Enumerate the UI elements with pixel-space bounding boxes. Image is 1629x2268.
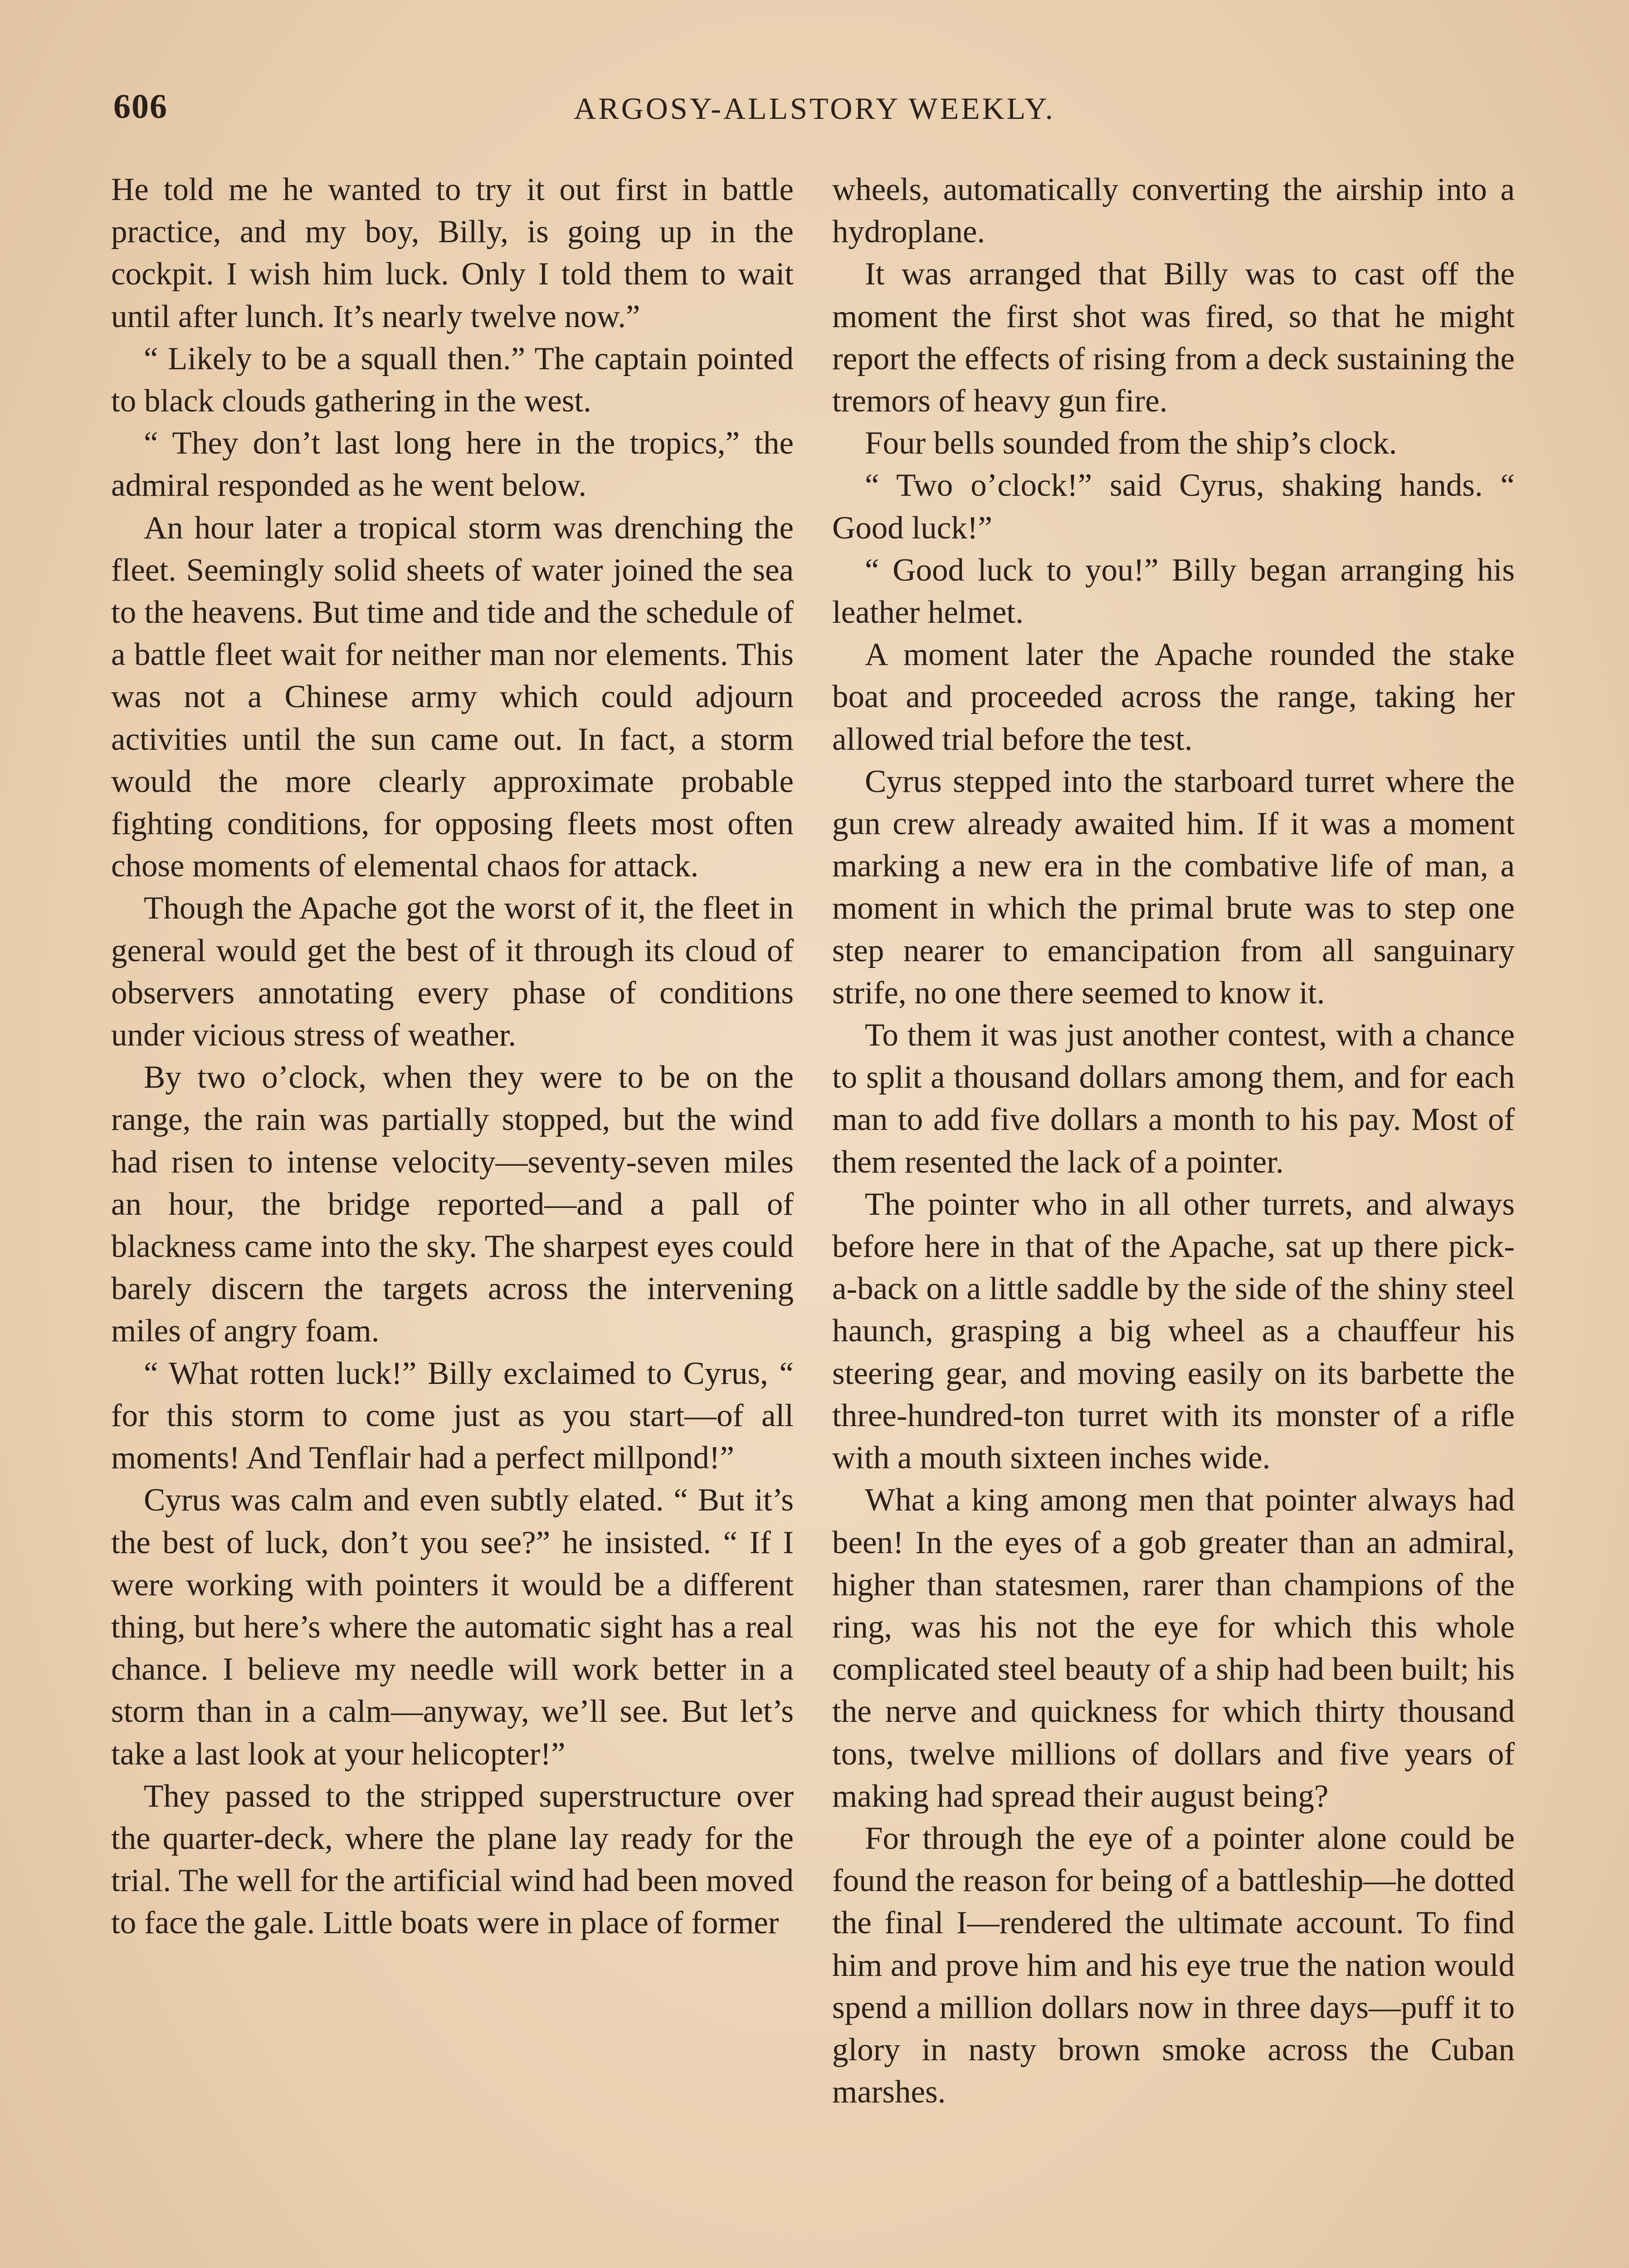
paragraph: An hour later a tropical storm was drenching the fleet. Seemingly solid sheets of water joined the sea to the heavens. But time and tide and the schedule of a battle fleet wait for neither man nor elements. This was not a Chinese army which could adjourn activities until the sun came out. In fact, a storm would the more clearly approximate probable fighting conditions, for opposing fleets most often chose moments of elemental chaos for attack.: [111, 510, 794, 884]
paragraph: The pointer who in all other turrets, and always before here in that of the Apache, sat up there pick-a-back on a little saddle by the side of the shiny steel haunch, grasping a big wheel as a chauffeur his steering gear, and moving easily on its barbette the three-hundred-ton turret with its monster of a rifle with a mouth sixteen inches wide.: [832, 1186, 1515, 1476]
right-column: [832, 169, 1515, 2113]
paragraph: For through the eye of a pointer alone could be found the reason for being of a battleship—he dotted the final I—rendered the ultimate account. To find him and prove him and his eye true the nation would spend a million dollars now in three days—puff it to glory in nasty brown smoke across the Cuban marshes.: [832, 1820, 1515, 2110]
paragraph: Cyrus was calm and even subtly elated. “ But it’s the best of luck, don’t you see?” he insisted. “ If I were working with pointers it would be a different thing, but here’s where the automatic sight has a real chance. I believe my needle will work better in a storm than in a calm—anyway, we’ll see. But let’s take a last look at your helicopter!”: [111, 1482, 794, 1772]
paragraph: What a king among men that pointer always had been! In the eyes of a gob greater than an admiral, higher than statesmen, rarer than champions of the ring, was his not the eye for which this whole complicated steel beauty of a ship had been built; his the nerve and quickness for which thirty thousand tons, twelve millions of dollars and five years of making had spread their august being?: [832, 1482, 1515, 1814]
page-number: 606: [113, 88, 168, 126]
paragraph: “ Likely to be a squall then.” The captain pointed to black clouds gathering in the west.: [111, 341, 794, 419]
paragraph: “ They don’t last long here in the tropics,” the admiral responded as he went below.: [111, 425, 794, 503]
paragraph: To them it was just another contest, with a chance to split a thousand dollars among them, and for each man to add five dollars a month to his pay. Most of them resented the lack of a pointer.: [832, 1017, 1515, 1180]
paragraph: wheels, automatically converting the airship into a hydroplane.: [832, 172, 1515, 250]
paragraph: Four bells sounded from the ship’s clock.: [865, 425, 1397, 461]
paragraph: Though the Apache got the worst of it, the fleet in general would get the best of it through its cloud of observers annotating every phase of conditions under vicious stress of weather.: [111, 890, 794, 1053]
running-title: ARGOSY-ALLSTORY WEEKLY.: [574, 91, 1055, 126]
paragraph: “ Good luck to you!” Billy began arranging his leather helmet.: [832, 552, 1515, 631]
paragraph: He told me he wanted to try it out first in battle practice, and my boy, Billy, is going up in the cockpit. I wish him luck. Only I told them to wait until after lunch. It’s nearly twelve now.”: [111, 172, 794, 334]
paragraph: It was arranged that Billy was to cast off the moment the first shot was fired, so that he might report the effects of rising from a deck sustaining the tremors of heavy gun fire.: [832, 256, 1515, 419]
paragraph: “ Two o’clock!” said Cyrus, shaking hands. “ Good luck!”: [832, 468, 1515, 546]
paragraph: “ What rotten luck!” Billy exclaimed to Cyrus, “ for this storm to come just as you start—of all moments! And Tenflair had a perfect millpond!”: [111, 1355, 794, 1476]
paragraph: They passed to the stripped superstructure over the quarter-deck, where the plane lay ready for the trial. The well for the artificial wind had been moved to face the gale. Little boats were in place of former: [111, 1778, 794, 1941]
paragraph: Cyrus stepped into the starboard turret where the gun crew already awaited him. If it was a moment marking a new era in the combative life of man, a moment in which the primal brute was to step one step nearer to emancipation from all sanguinary strife, no one there seemed to know it.: [832, 763, 1515, 1011]
paragraph: A moment later the Apache rounded the stake boat and proceeded across the range, taking her allowed trial before the test.: [832, 637, 1515, 757]
paragraph: By two o’clock, when they were to be on the range, the rain was partially stopped, but the wind had risen to intense velocity—seventy-seven miles an hour, the bridge reported—and a pall of blackness came into the sky. The sharpest eyes could barely discern the targets across the intervening miles of angry foam.: [111, 1060, 794, 1349]
left-column: [111, 169, 794, 1945]
